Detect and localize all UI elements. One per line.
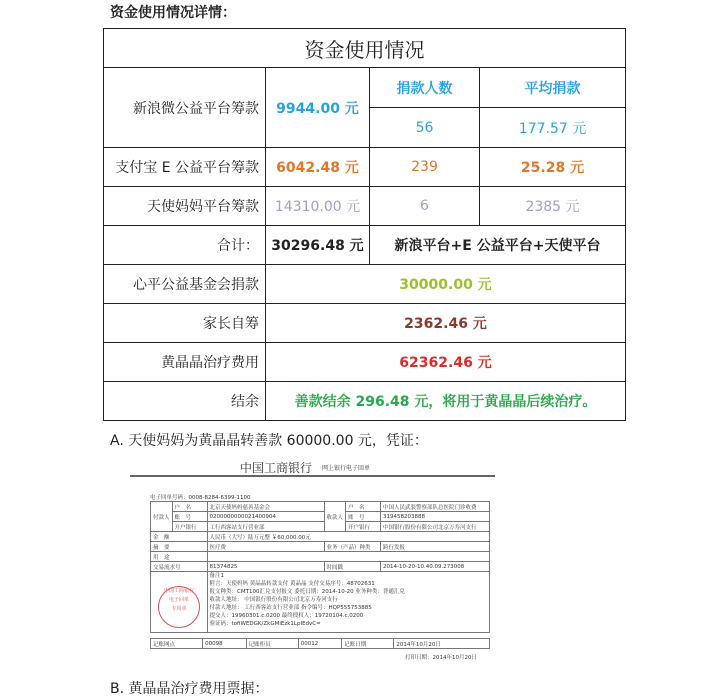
angel-label: 天使妈妈平台筹款 xyxy=(104,187,266,226)
section-a-caption: A. 天使妈妈为黄晶晶转善款 60000.00 元，凭证： xyxy=(110,433,428,449)
receipt-field: 开户银行 xyxy=(346,522,381,532)
xinping-label: 心平公益基金会捐款 xyxy=(104,265,266,304)
receipt-remark-line: 提交人：19960301.c.0200 最终授权人：19720104.c.0200 xyxy=(209,613,364,619)
angel-amount: 14310.00 元 xyxy=(266,187,370,226)
alipay-average: 25.28 元 xyxy=(480,148,626,187)
alipay-amount: 6042.48 元 xyxy=(266,148,370,187)
receipt-field: 户 名 xyxy=(172,502,207,512)
receipt-date-value: 2014年10月20日 xyxy=(394,639,490,649)
header-average: 平均捐款 xyxy=(480,68,626,108)
receipt-payer-account: 0200000000021400904 xyxy=(207,512,324,522)
receipt-purpose-value xyxy=(207,552,489,562)
receipt-field: 账 号 xyxy=(346,512,381,522)
receipt-field: 开户银行 xyxy=(172,522,207,532)
receipt-bank-subtitle: 网上银行电子回单 xyxy=(322,465,371,472)
total-note: 新浪平台+E 公益平台+天使平台 xyxy=(370,226,626,265)
receipt-payee-bank: 中国银行股份有限公司北京万寿河支行 xyxy=(381,522,490,532)
receipt-print-date: 打印日期：2014年10月20日 xyxy=(405,655,477,661)
receipt-footer-grid xyxy=(150,638,490,649)
receipt-payer-label: 付款人 xyxy=(151,502,173,532)
table-title: 资金使用情况 xyxy=(104,29,626,68)
receipt-grid xyxy=(150,501,490,633)
receipt-verify-code: 验证码：tofiWEDGK/ZkGMiEzk1LpIEdvC= xyxy=(209,621,321,627)
angel-average: 2385 元 xyxy=(480,187,626,226)
receipt-use-value: 医疗费 xyxy=(207,542,324,552)
receipt-remark-line: 附言：天使妈妈 黄晶晶转款支付 黄晶晶 支付交易序号：48702631 xyxy=(209,581,375,587)
balance-note: 善款结余 296.48 元，将用于黄晶晶后续治疗。 xyxy=(266,382,626,421)
receipt-teller-value: 00012 xyxy=(298,639,341,649)
receipt-number: 电子回单号码：0008-8284-6399-1100 xyxy=(150,495,251,501)
sina-donors: 56 xyxy=(370,108,480,148)
receipt-divider xyxy=(130,475,495,477)
receipt-bank-name: 中国工商银行 xyxy=(240,461,313,475)
receipt-remark-line: 备注1 xyxy=(209,573,225,579)
receipt-serial-label: 交易流水号 xyxy=(151,562,208,572)
receipt-time-value: 2014-10-20-10.40.09.273008 xyxy=(381,562,490,572)
receipt-seal-stamp xyxy=(158,586,200,628)
receipt-amount-value: 人民币（大写）陆万元整 ￥60,000.00元 xyxy=(207,532,489,542)
receipt-payee-account: 319458203888 xyxy=(381,512,490,522)
receipt-serial-value: 81374825 xyxy=(207,562,324,572)
receipt-amount-label: 金 额 xyxy=(151,532,208,542)
page-heading: 资金使用情况详情： xyxy=(110,5,236,21)
family-label: 家长自筹 xyxy=(104,304,266,343)
receipt-biz-label: 业务（产品）种类 xyxy=(324,542,381,552)
header-donors: 捐款人数 xyxy=(370,68,480,108)
receipt-field: 账 号 xyxy=(172,512,207,522)
receipt-site-label: 记账网点 xyxy=(151,639,203,649)
receipt-field: 户 名 xyxy=(346,502,381,512)
receipt-remark-line: 报文种类：CMT100汇兑支付报文 委托日期：2014-10-20 业务种类：普通汇兑 xyxy=(209,589,405,595)
section-b-caption: B. 黄晶晶治疗费用票据： xyxy=(110,681,269,697)
alipay-donors: 239 xyxy=(370,148,480,187)
fund-usage-table xyxy=(103,28,626,421)
receipt-teller-label: 记账柜员 xyxy=(246,639,298,649)
total-amount: 30296.48 元 xyxy=(266,226,370,265)
treatment-amount: 62362.46 元 xyxy=(266,343,626,382)
alipay-label: 支付宝 E 公益平台筹款 xyxy=(104,148,266,187)
sina-label: 新浪微公益平台筹款 xyxy=(104,68,266,148)
xinping-amount: 30000.00 元 xyxy=(266,265,626,304)
receipt-time-label: 时间戳 xyxy=(324,562,381,572)
receipt-remark-line: 付款人地址： 工行西客站支行营业部 指令编号：HQP555753885 xyxy=(209,605,372,611)
balance-label: 结余 xyxy=(104,382,266,421)
receipt-use-label: 摘 要 xyxy=(151,542,208,552)
receipt-remark-line: 收款人地址： 中国银行股份有限公司北京万寿河支行 xyxy=(209,597,338,603)
receipt-payer-bank: 工行西客站支行营业部 xyxy=(207,522,324,532)
receipt-payer-name: 北京天使妈妈慈善基金会 xyxy=(207,502,324,512)
sina-average: 177.57 元 xyxy=(480,108,626,148)
receipt-payee-label: 收款人 xyxy=(324,502,346,532)
receipt-purpose-label: 用 途 xyxy=(151,552,208,562)
seal-text: 专用章 xyxy=(171,606,187,612)
seal-text: 电子回单 xyxy=(168,597,189,603)
receipt-date-label: 记账日期 xyxy=(342,639,394,649)
receipt-remarks xyxy=(207,572,489,633)
treatment-label: 黄晶晶治疗费用 xyxy=(104,343,266,382)
sina-amount: 9944.00 元 xyxy=(266,68,370,148)
receipt-biz-value: 跨行发报 xyxy=(381,542,490,552)
receipt-site-value: 00098 xyxy=(203,639,246,649)
receipt-payee-name: 中国人民武装警察部队总医院门诊收费 xyxy=(381,502,490,512)
angel-donors: 6 xyxy=(370,187,480,226)
seal-text: 中国工商银行 xyxy=(163,588,194,594)
total-label: 合计： xyxy=(104,226,266,265)
family-amount: 2362.46 元 xyxy=(266,304,626,343)
bank-receipt-image xyxy=(130,456,495,666)
